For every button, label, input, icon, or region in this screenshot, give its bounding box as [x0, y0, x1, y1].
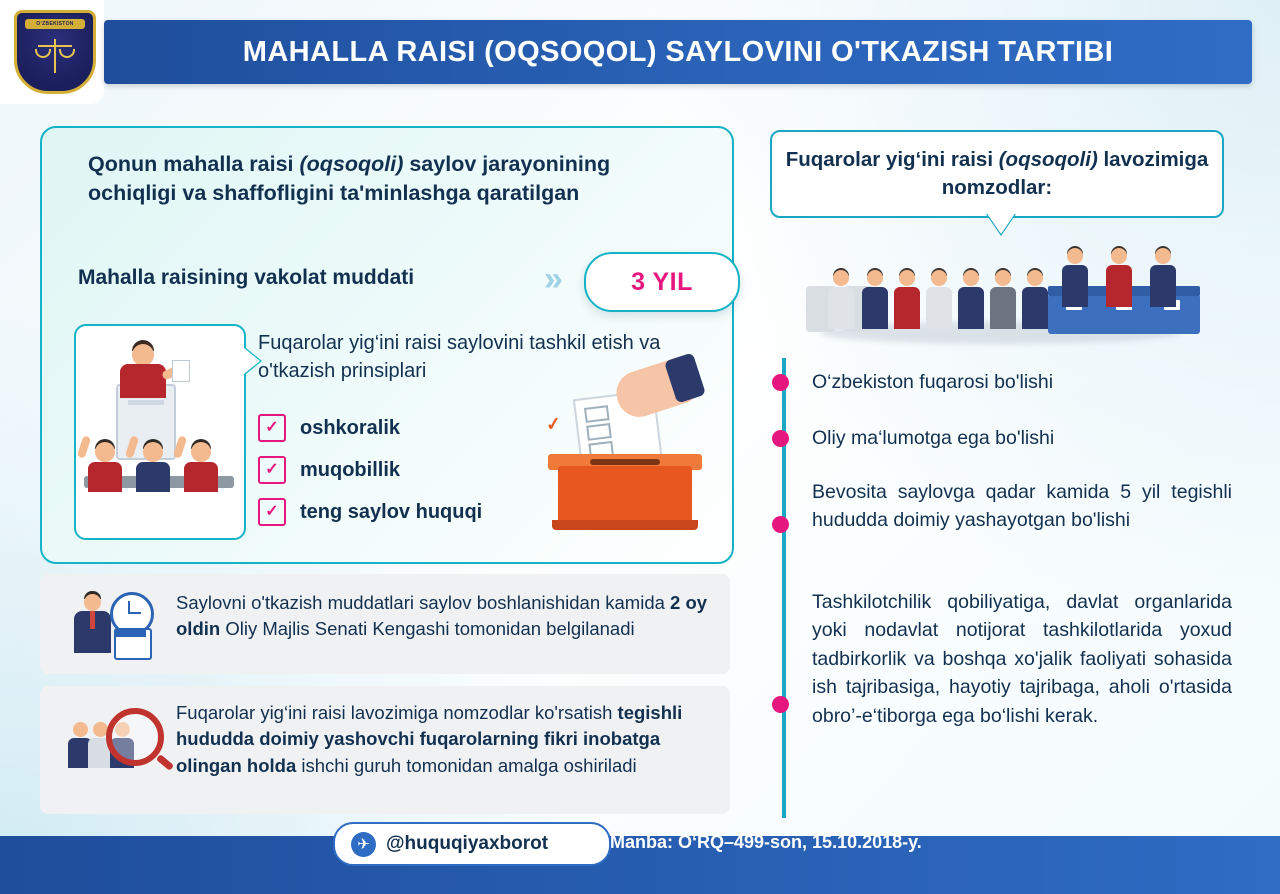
page-title: MAHALLA RAISI (OQSOQOL) SAYLOVINI O'TKAZISH TARTIBI	[242, 35, 1114, 68]
note-text-1	[176, 590, 708, 643]
requirement-item-2	[812, 424, 1232, 452]
head-3	[191, 442, 211, 462]
telegram-channel-chip[interactable]	[333, 822, 611, 866]
left-main-card	[40, 126, 734, 564]
head-2	[143, 442, 163, 462]
header	[0, 0, 1280, 104]
scale-pan-right	[59, 49, 75, 58]
head	[1027, 270, 1043, 286]
body	[1062, 265, 1088, 307]
note1-part-a: Saylovni o'tkazish muddatlari saylov boshlanishidan kamida	[176, 592, 671, 613]
body	[958, 287, 984, 329]
ballot-slot	[590, 459, 660, 465]
telegram-icon: ✈	[351, 832, 376, 857]
head	[833, 270, 849, 286]
ballot-checkmark-icon: ✓	[544, 413, 563, 435]
note1-bold: 2 oy oldin	[176, 592, 708, 640]
state-emblem-icon	[14, 10, 96, 94]
ballot-line-2	[586, 423, 612, 441]
chevron-right-icon: »	[544, 260, 557, 298]
source-note: Manba: O‘RQ–499-son, 15.10.2018-y.	[610, 832, 922, 852]
principle-item-3	[258, 498, 482, 526]
principle-label-3: teng saylov huquqi	[300, 500, 483, 523]
audience-person-2	[136, 442, 170, 488]
requirement-item-4	[812, 588, 1232, 730]
requirement-text-4: Tashkilotchilik qobiliyatiga, davlat organlarida yoki nodavlat notijorat tashkilotlarida yoxud tadbirkorlik va boshqa xo'jalik faoliyati sohasida ish tajribasiga, hayotiy tajribaga, aholi o'rtasida obro’-e‘tiborga ega bo‘lishi kerak.	[812, 591, 1232, 727]
head	[1155, 248, 1171, 264]
attendee-5	[958, 270, 984, 330]
assembly-illustration	[800, 236, 1200, 352]
note-card-nomination	[40, 686, 730, 814]
head-a	[73, 722, 88, 737]
body	[1150, 265, 1176, 307]
body	[828, 287, 854, 329]
principle-item-1	[258, 414, 400, 442]
person-head	[84, 594, 101, 611]
head	[995, 270, 1011, 286]
ballot-line-1	[584, 405, 610, 423]
principles-title: Fuqarolar yig‘ini raisi saylovini tashkil etish va o'tkazish prinsiplari	[258, 332, 661, 382]
audience-person-3	[184, 442, 218, 488]
calendar-shape	[114, 628, 152, 660]
speaker-paper	[172, 360, 190, 382]
body	[1022, 287, 1048, 329]
principle-item-2	[258, 456, 400, 484]
scale-pan-left	[35, 49, 51, 58]
body	[990, 287, 1016, 329]
head	[1067, 248, 1083, 264]
note2-bold: tegishli hududda doimiy yashovchi fuqarolarning fikri inobatga olingan holda	[176, 702, 683, 776]
presidium-member-2	[1106, 248, 1132, 308]
timeline-dot-2	[772, 430, 789, 447]
body-2	[136, 462, 170, 492]
head	[1111, 248, 1127, 264]
body	[1106, 265, 1132, 307]
bubble-italic: (oqsoqoli)	[998, 148, 1098, 172]
telegram-handle: @huquqiyaxborot	[386, 833, 549, 854]
head	[899, 270, 915, 286]
presidium-member-1	[1062, 248, 1088, 308]
timeline-dot-3	[772, 516, 789, 533]
attendee-4	[926, 270, 952, 330]
header-bar	[104, 20, 1252, 84]
speaker-body	[120, 364, 166, 398]
ballot-box-illustration	[534, 370, 712, 540]
head	[963, 270, 979, 286]
emblem-band	[25, 19, 85, 29]
candidates-callout	[770, 130, 1224, 218]
candidates-callout-text	[772, 146, 1222, 201]
note2-part-a: Fuqarolar yig‘ini raisi lavozimiga nomzodlar ko'rsatish	[176, 702, 618, 723]
principle-label-1: oshkoralik	[300, 416, 401, 439]
lead-part-2: saylov jarayonining ochiqligi va shaffofligini ta'minlashga qaratilgan	[88, 152, 611, 206]
check-icon: ✓	[258, 498, 286, 526]
term-label: Mahalla raisining vakolat muddati	[78, 266, 415, 289]
lead-italic: (oqsoqoli)	[299, 152, 404, 176]
body-3	[184, 462, 218, 492]
requirements-timeline-line	[782, 358, 786, 818]
note-text-2	[176, 700, 708, 779]
lead-part-1: Qonun mahalla raisi	[88, 152, 300, 176]
magnifier-lens	[106, 708, 164, 766]
meeting-speaker-illustration	[74, 324, 246, 540]
scales-icon	[35, 39, 75, 77]
speaker-head	[132, 344, 154, 366]
attendee-7	[1022, 270, 1048, 330]
body	[894, 287, 920, 329]
term-value: 3 YIL	[631, 267, 693, 296]
emblem-band-label: O‘ZBEKISTON	[36, 21, 74, 27]
presidium-member-3	[1150, 248, 1176, 308]
requirement-item-3	[812, 478, 1232, 535]
note1-part-b: Oliy Majlis Senati Kengashi tomonidan belgilanadi	[220, 618, 635, 640]
audience-person-1	[88, 442, 122, 488]
body-1	[88, 462, 122, 492]
note2-part-b: ishchi guruh tomonidan amalga oshiriladi	[296, 754, 637, 776]
lead-statement	[88, 150, 698, 208]
attendee-6	[990, 270, 1016, 330]
bubble-part-2: lavozimiga nomzodlar:	[941, 148, 1209, 199]
check-icon: ✓	[258, 456, 286, 484]
body	[926, 287, 952, 329]
note-card-deadline	[40, 574, 730, 674]
clock-calendar-icon	[66, 590, 162, 658]
attendee-3	[894, 270, 920, 330]
body	[862, 287, 888, 329]
person-tie	[90, 611, 95, 629]
term-value-pill	[584, 252, 740, 312]
ballot-box-body	[558, 466, 692, 524]
head	[867, 270, 883, 286]
requirement-item-1	[812, 368, 1232, 396]
timeline-dot-1	[772, 374, 789, 391]
head	[931, 270, 947, 286]
magnifier-people-icon	[66, 702, 162, 770]
callout-tail	[986, 212, 1016, 234]
timeline-dot-4	[772, 696, 789, 713]
requirement-text-1: O‘zbekiston fuqarosi bo'lishi	[812, 371, 1054, 393]
head-1	[95, 442, 115, 462]
footer	[0, 832, 1280, 894]
check-icon: ✓	[258, 414, 286, 442]
attendee-1	[828, 270, 854, 330]
principle-label-2: muqobillik	[300, 458, 400, 481]
bubble-part-1: Fuqarolar yig‘ini raisi	[785, 148, 999, 172]
requirement-text-2: Oliy ma‘lumotga ega bo'lishi	[812, 427, 1055, 449]
raised-hand-1	[77, 435, 91, 458]
attendee-2	[862, 270, 888, 330]
term-row	[78, 252, 718, 316]
ballot-box-base	[552, 520, 698, 530]
emblem-plate	[0, 0, 104, 104]
requirement-text-3: Bevosita saylovga qadar kamida 5 yil tegishli hududda doimiy yashayotgan bo'lishi	[812, 481, 1232, 532]
